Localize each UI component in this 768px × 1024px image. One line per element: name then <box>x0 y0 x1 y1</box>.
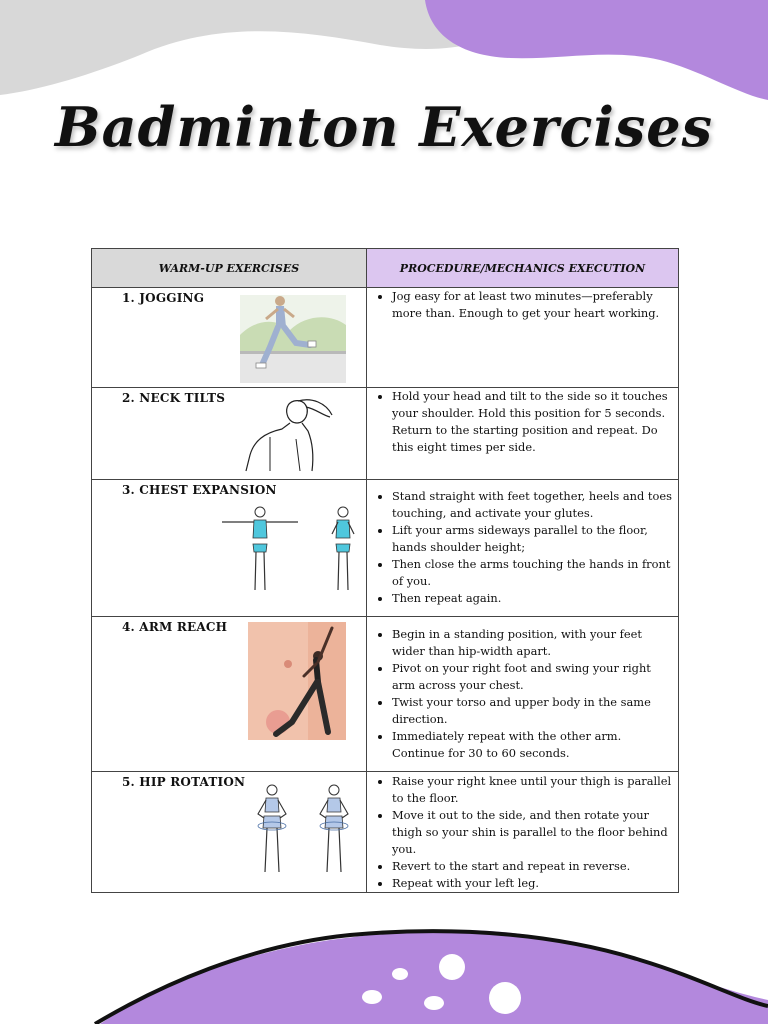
top-purple-wave <box>425 0 768 100</box>
page-title: Badminton Exercises <box>54 95 714 159</box>
procedure-cell <box>367 480 679 617</box>
procedure-step: • Repeat with your left leg. <box>392 875 672 892</box>
exercise-name-cell <box>92 480 367 617</box>
exercise-name-cell <box>92 388 367 480</box>
procedure-step: • Revert to the start and repeat in reverse. <box>392 858 672 875</box>
exercise-name: 4. ARM REACH <box>122 620 228 634</box>
procedure-cell <box>367 617 679 772</box>
procedure-step: • Begin in a standing position, with your feet wider than hip-width apart. <box>392 626 672 660</box>
procedure-steps <box>367 488 678 607</box>
table-row <box>92 617 679 772</box>
procedure-steps <box>367 388 678 456</box>
procedure-step: • Move it out to the side, and then rotate your thigh so your shin is parallel to the floor behind you. <box>392 807 672 858</box>
procedure-step: • Hold your head and tilt to the side so it touches your shoulder. Hold this position for 5 seconds. Return to the starting position and repeat. Do this eight times per side. <box>392 388 672 456</box>
bottom-dot <box>362 990 382 1004</box>
procedure-step: • Twist your torso and upper body in the same direction. <box>392 694 672 728</box>
chest-expansion-illustration <box>220 504 360 592</box>
procedure-step: • Then repeat again. <box>392 590 672 607</box>
procedure-steps <box>367 288 678 322</box>
procedure-steps <box>367 773 678 892</box>
procedure-cell <box>367 772 679 893</box>
exercise-table <box>91 248 679 893</box>
procedure-cell <box>367 288 679 388</box>
procedure-step: • Stand straight with feet together, heels and toes touching, and activate your glutes. <box>392 488 672 522</box>
exercise-name: 5. HIP ROTATION <box>122 775 246 789</box>
bottom-dot <box>392 968 408 980</box>
jogging-illustration <box>240 295 346 383</box>
bottom-dot <box>489 982 521 1014</box>
table-header-row <box>92 249 679 288</box>
arm-reach-illustration <box>248 622 346 740</box>
hip-rotation-illustration <box>252 782 362 878</box>
bottom-dot <box>439 954 465 980</box>
bottom-dot <box>424 996 444 1010</box>
procedure-step: • Raise your right knee until your thigh is parallel to the floor. <box>392 773 672 807</box>
table-row <box>92 480 679 617</box>
procedure-step: • Jog easy for at least two minutes—preferably more than. Enough to get your heart working. <box>392 288 672 322</box>
exercise-name-cell <box>92 288 367 388</box>
exercise-name: 2. NECK TILTS <box>122 391 226 405</box>
exercise-name: 1. JOGGING <box>122 291 205 305</box>
table-row <box>92 772 679 893</box>
procedure-cell <box>367 388 679 480</box>
procedure-steps <box>367 626 678 762</box>
procedure-step: • Immediately repeat with the other arm. Continue for 30 to 60 seconds. <box>392 728 672 762</box>
exercise-name-cell <box>92 617 367 772</box>
header-warmup-exercises: WARM-UP EXERCISES <box>92 249 367 288</box>
table-row <box>92 288 679 388</box>
procedure-step: • Then close the arms touching the hands in front of you. <box>392 556 672 590</box>
header-procedure: PROCEDURE/MECHANICS EXECUTION <box>367 249 679 288</box>
procedure-step: • Lift your arms sideways parallel to the floor, hands shoulder height; <box>392 522 672 556</box>
procedure-step: • Pivot on your right foot and swing your right arm across your chest. <box>392 660 672 694</box>
neck-tilt-illustration <box>242 393 342 473</box>
table-row <box>92 388 679 480</box>
exercise-name: 3. CHEST EXPANSION <box>122 483 277 497</box>
exercise-name-cell <box>92 772 367 893</box>
